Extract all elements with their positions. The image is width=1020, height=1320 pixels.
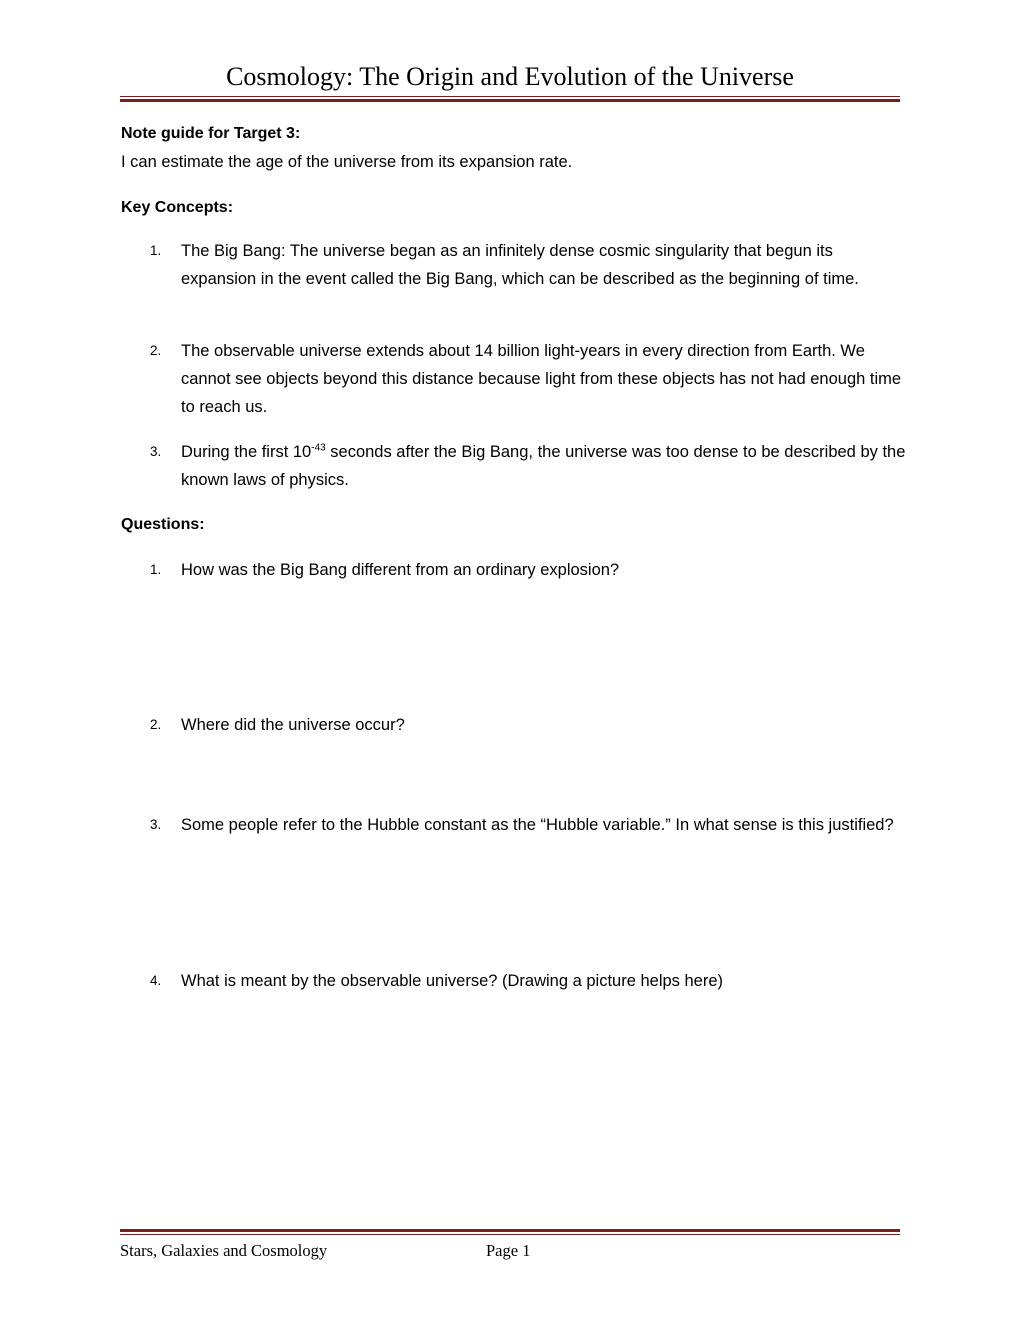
key-concept-text-after: seconds after the Big Bang, the universe was too dense to be described by the known laws of physics. bbox=[181, 443, 906, 489]
header-rule-thin bbox=[120, 96, 900, 97]
question-item bbox=[150, 967, 910, 995]
key-concept-item bbox=[150, 237, 910, 293]
key-concept-text bbox=[181, 438, 910, 494]
target-statement: I can estimate the age of the universe from its expansion rate. bbox=[121, 153, 573, 171]
question-text: Where did the universe occur? bbox=[181, 716, 405, 734]
key-concepts-heading: Key Concepts: bbox=[121, 199, 234, 216]
list-number: 3. bbox=[150, 817, 162, 832]
list-number: 2. bbox=[150, 343, 162, 358]
footer-rule-thick bbox=[120, 1229, 900, 1232]
page-title: Cosmology: The Origin and Evolution of the Universe bbox=[226, 62, 794, 91]
question-item bbox=[150, 711, 910, 739]
list-number: 4. bbox=[150, 973, 162, 988]
key-concept-item bbox=[150, 438, 910, 494]
question-item bbox=[150, 556, 910, 584]
list-number: 1. bbox=[150, 243, 162, 258]
target-heading: Note guide for Target 3: bbox=[121, 125, 301, 142]
list-number: 2. bbox=[150, 717, 162, 732]
key-concept-text-before: During the first 10 bbox=[181, 443, 312, 461]
key-concept-item bbox=[150, 337, 910, 421]
key-concept-text: The Big Bang: The universe began as an infinitely dense cosmic singularity that begun its expansion in the event called the Big Bang, which can be described as the beginning of time. bbox=[181, 242, 859, 288]
exponent: -43 bbox=[311, 442, 326, 454]
question-text: Some people refer to the Hubble constant as the “Hubble variable.” In what sense is this justified? bbox=[181, 816, 894, 834]
question-text: What is meant by the observable universe? (Drawing a picture helps here) bbox=[181, 972, 724, 990]
questions-heading: Questions: bbox=[121, 516, 205, 533]
question-item bbox=[150, 811, 910, 839]
footer-rule-thin bbox=[120, 1234, 900, 1235]
key-concept-text: The observable universe extends about 14 billion light-years in every direction from Earth. We cannot see objects beyond this distance because light from these objects has not had enough time to reach us. bbox=[181, 342, 902, 416]
header-rule-thick bbox=[120, 99, 900, 102]
list-number: 1. bbox=[150, 562, 162, 577]
question-text: How was the Big Bang different from an ordinary explosion? bbox=[181, 561, 620, 579]
footer-course: Stars, Galaxies and Cosmology bbox=[120, 1241, 328, 1260]
footer-page-number: Page 1 bbox=[486, 1241, 531, 1260]
list-number: 3. bbox=[150, 444, 162, 459]
